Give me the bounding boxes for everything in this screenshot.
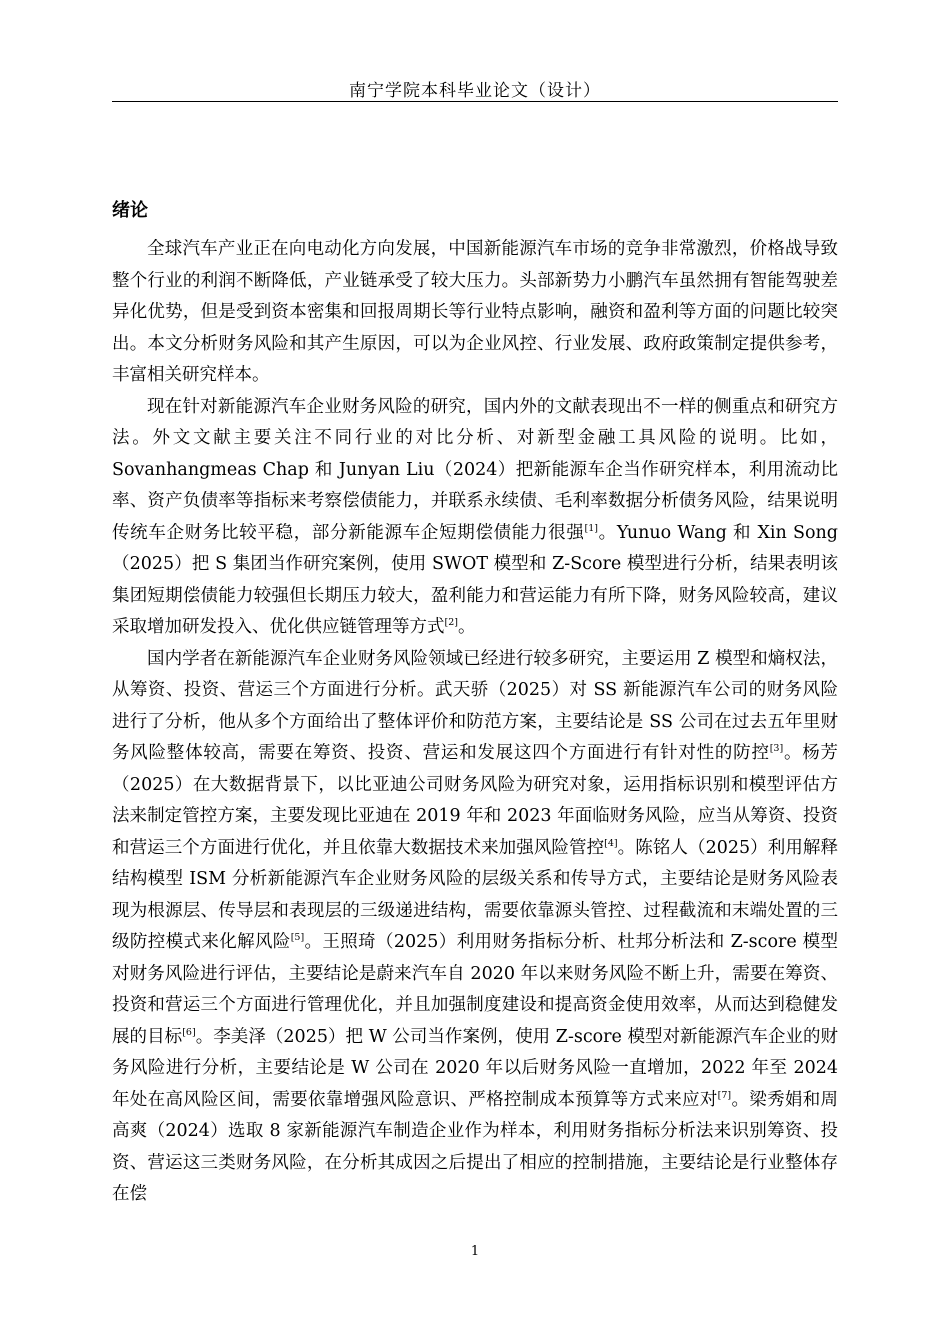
citation-marker: [3] <box>769 743 784 755</box>
citation-marker: [5] <box>290 932 305 944</box>
body-paragraph <box>112 392 838 644</box>
citation-marker: [1] <box>584 522 598 534</box>
citation-marker: [2] <box>444 617 458 629</box>
paragraph-text: 。陈铭人（2025）利用解释结构模型 ISM 分析新能源汽车企业财务风险的层级关系和传导方式，主要结论是财务风险表现为根源层、传导层和表现层的三级递进结构，需要依靠源头管控、过程截流和末端处置的三级防控模式来化解风险 <box>112 837 838 952</box>
body-text <box>112 234 838 1211</box>
paragraph-text: 全球汽车产业正在向电动化方向发展，中国新能源汽车市场的竞争非常激烈，价格战导致整个行业的利润不断降低，产业链承受了较大压力。头部新势力小鹏汽车虽然拥有智能驾驶差异化优势，但是受到资本密集和回报周期长等行业特点影响，融资和盈利等方面的问题比较突出。本文分析财务风险和其产生原因，可以为企业风控、行业发展、政府政策制定提供参考，丰富相关研究样本。 <box>112 239 838 385</box>
paragraph-text: 。梁秀娟和周高爽（2024）选取 8 家新能源汽车制造企业作为样本，利用财务指标分析法来识别筹资、投资、营运这三类财务风险，在分析其成因之后提出了相应的控制措施，主要结论是行业整体存在偿 <box>112 1089 839 1204</box>
page-number: 1 <box>470 1244 480 1259</box>
paragraph-text: 国内学者在新能源汽车企业财务风险领域已经进行较多研究，主要运用 Z 模型和熵权法，从筹资、投资、营运三个方面进行分析。武天骄（2025）对 SS 新能源汽车公司的财务风险进行了分析，他从多个方面给出了整体评价和防范方案，主要结论是 SS 公司在过去五年里财务风险整体较高，需要在筹资、投资、营运和发展这四个方面进行有针对性的防控 <box>112 648 838 763</box>
citation-marker: [4] <box>604 837 618 849</box>
paragraph-text: 。Yunuo Wang 和 Xin Song（2025）把 S 集团当作研究案例，使用 SWOT 模型和 Z-Score 模型进行分析，结果表明该集团短期偿债能力较强但长期压力较大，盈利能力和营运能力有所下降，财务风险较高，建议采取增加研发投入、优化供应链管理等方式 <box>112 522 839 637</box>
paragraph-text: 现在针对新能源汽车企业财务风险的研究，国内外的文献表现出不一样的侧重点和研究方法。外文文献主要关注不同行业的对比分析、对新型金融工具风险的说明。比如，Sovanhangmeas Chap 和 Junyan Liu（2024）把新能源车企当作研究样本，利用流动比率、资产负债率等指标来考察偿债能力，并联系永续债、毛利率数据分析债务风险，结果说明传统车企财务比较平稳，部分新能源车企短期偿债能力很强 <box>112 396 838 543</box>
citation-marker: [6] <box>182 1026 196 1038</box>
citation-marker: [7] <box>717 1089 732 1101</box>
paragraph-text: 。 <box>457 617 476 637</box>
header-divider <box>112 101 838 102</box>
paragraph-text: 。王照琦（2025）利用财务指标分析、杜邦分析法和 Z-score 模型对财务风险进行评估，主要结论是蔚来汽车自 2020 年以来财务风险不断上升，需要在筹资、投资和营运三个方面进行管理优化，并且加强制度建设和提高资金使用效率，从而达到稳健发展的目标 <box>112 932 838 1047</box>
paragraph-text: 。李美泽（2025）把 W 公司当作案例，使用 Z-score 模型对新能源汽车企业的财务风险进行分析，主要结论是 W 公司在 2020 年以后财务风险一直增加，2022 年至 2024 年处在高风险区间，需要依靠增强风险意识、严格控制成本预算等方式来应对 <box>112 1026 839 1110</box>
paragraph-text: 。杨芳（2025）在大数据背景下，以比亚迪公司财务风险为研究对象，运用指标识别和模型评估方法来制定管控方案，主要发现比亚迪在 2019 年和 2023 年面临财务风险，应当从筹资、投资和营运三个方面进行优化，并且依靠大数据技术来加强风险管控 <box>112 743 838 858</box>
body-paragraph <box>112 644 838 1211</box>
section-heading: 绪论 <box>112 200 148 221</box>
body-paragraph <box>112 234 838 392</box>
page-header-title: 南宁学院本科毕业论文（设计） <box>349 81 601 101</box>
